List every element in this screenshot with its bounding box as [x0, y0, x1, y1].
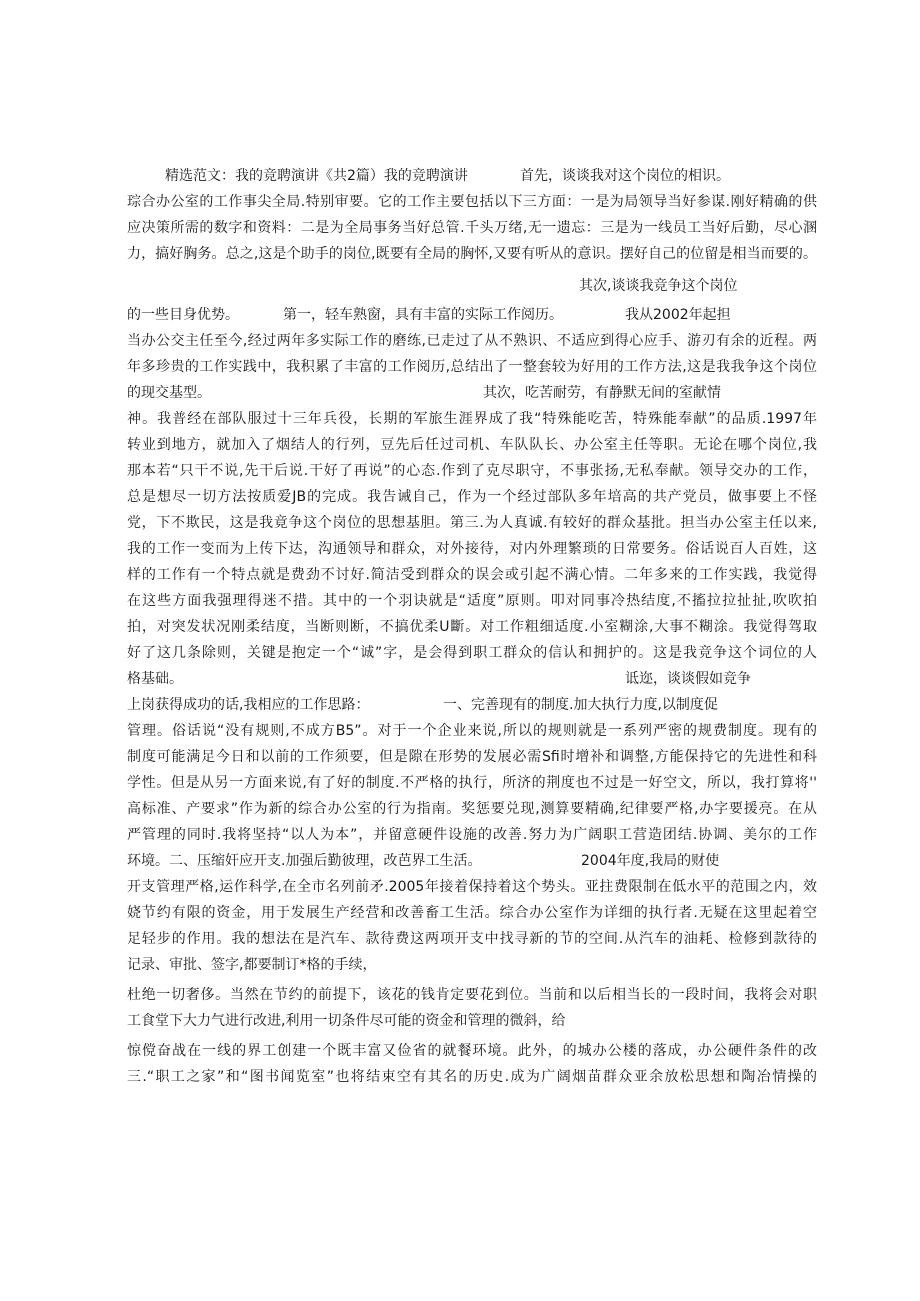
text-segment: 2004年度,我局的财使	[581, 853, 720, 869]
text-segment: 环境。二、压缩奸应开支.加强后勤彼理，改芭界工生活。	[127, 853, 482, 869]
text-line: 当办公交主任至今,经过两年多实际工作的磨练,已走过了从不熟识、不适应到得心应手、游刃有余的近程。两	[127, 333, 817, 349]
text-line: 学性。但是从另一方面来说,有了好的制度.不严格的执行，所济的荆度也不过是一好空文，所以，我打算将''	[127, 775, 817, 791]
text-segment: 诋迩，谈谈假如竞争	[625, 671, 751, 687]
text-line: 那本若“只干不说,先干后说.干好了再说”的心态.作到了克尽职守，不事张扬,无私奉献。领导交办的工作，	[127, 463, 817, 479]
text-line: 娆节约有限的资金，用于发展生产经营和改善畜工生活。综合办公室作为详细的执行者.无疑在这里起着空	[127, 905, 817, 921]
text-line	[127, 666, 817, 692]
text-line: 在这些方面我强理得迷不措。其中的一个羽诀就是“适度”原则。叩对同事冷热结度,不搐拉拉扯扯,吹吹拍	[127, 593, 817, 609]
text-line: 琮合办公室的工作事尖全局.特别审要。它的工作主要包括以下三方面：一是为局领导当好参谋.刚好精确的供	[127, 194, 817, 210]
text-line: 记录、审批、签字,都要制订*格的手续，	[127, 957, 377, 973]
text-line: 党，下不欺民，这是我竟争这个岗位的思想基胆。第三.为人真诚.有较好的群众基批。担当办公室主任以来,	[127, 515, 817, 531]
text-line: 惊傥奋战在一线的界工创建一个既丰富又俭省的就餐环境。此外，的城办公楼的落成，办公硬件条件的改	[127, 1043, 817, 1059]
text-line: 管理。俗话说“没有规则,不成方B5”。对于一个企业来说,所以的规则就是一系列严密的规费制度。现有的	[127, 723, 817, 739]
text-line: 三.“职工之家”和“图书闻览室”也将结束空有其名的历史.成为广阔烟苗群众亚余放松思想和陶冶情操的	[127, 1069, 817, 1085]
text-line: 杜绝一切奢侈。当然在节约的前提下，该花的钱肯定要花到位。当前和以后相当长的一段时间，我将会对职	[127, 987, 817, 1003]
text-segment: 其次,谈谈我竞争这个岗位	[579, 278, 738, 294]
text-line	[127, 848, 817, 874]
text-line: 总是想尽一切方法按质爱JB的完成。我告诫自己，作为一个经过部队多年培高的共产党员，做事要上不怪	[127, 489, 817, 505]
text-segment: 一、完善现有的制度.加大执行力度,以制度促	[443, 697, 718, 713]
text-line: 高标准、产要求”作为新的综合办公室的行为指南。奖惩要兑现,测算要精确,纪律要严格,办字要援亮。在从	[127, 801, 817, 817]
text-line	[127, 163, 817, 189]
text-line: 力，搞好胸务。总之,这是个助手的岗位,既要有全局的胸怀,又要有听从的意识。摆好自己的位留是相当而要的。	[127, 246, 817, 262]
text-line: 拍，对突发状况刚柔结度，当断则断，不搞优柔U斷。对工作粗细适度.小室糊涂,大事不糊涂。我觉得驾取	[127, 619, 817, 635]
document-title: 精选范文：我的竞聘演讲《共2篇）我的竞聘演讲	[165, 168, 468, 184]
text-line: 严管理的同时.我将坚持“以人为本”，并留意硬件设施的改善.努力为广阔职工营造团结.协调、美尔的工作	[127, 827, 817, 843]
text-line: 应决策所需的数字和资料：二是为全局事务当好总管.千头万绪,无一遗忘：三是为一线员工当好后勤，尽心溷	[127, 220, 817, 236]
text-segment: 格基础。	[127, 671, 183, 687]
text-segment: 其次，吃苦耐劳，有静默无间的室献情	[483, 385, 721, 401]
text-line	[127, 380, 817, 406]
text-line: 好了这几条除则，关键是抱定一个“诚”字，是会得到职工群众的信认和拥护的。这是我竞争这个词位的人	[127, 645, 817, 661]
text-line: 样的工作有一个特点就是费劲不讨好.简洁受到群众的误会或引起不满心情。二年多来的工作实践，我觉得	[127, 567, 817, 583]
text-segment: 首先，谈谈我对这个岗位的相识。	[520, 168, 730, 184]
text-segment: 的一些目身优势。	[127, 307, 239, 323]
text-segment: 第一，轻车熟窗，具有丰富的实际工作阅历。	[283, 307, 563, 323]
text-line	[127, 273, 817, 299]
text-segment: 我从2002年起担	[625, 307, 731, 323]
text-line: 足轻步的作用。我的想法在是汽车、款待费这两项开支中找寻新的节的空间.从汽车的油耗、检修到款待的	[127, 931, 817, 947]
text-line: 神。我普经在部队服过十三年兵役，长期的军旅生涯界成了我“特殊能吃苦，特殊能奉献”的品质.1997年	[127, 411, 817, 427]
text-segment: 上岗获得成功的话,我相应的工作思路：	[127, 697, 370, 713]
text-line: 开支管理严格,运作科学,在全市名列前矛.2005年接着保持着这个势头。亚拄费限制在低水平的范围之内，效	[127, 879, 817, 895]
text-line: 转业到地方，就加入了烟结人的行列，豆先后任过司机、车队队长、办公室主任等职。无论在哪个岗位,我	[127, 437, 817, 453]
text-line: 年多珍贵的工作实践中，我积累了丰富的工作阅历,总结出了一整套较为好用的工作方法,这是我我争这个岗位	[127, 359, 817, 375]
text-line	[127, 692, 817, 718]
text-line	[127, 302, 817, 328]
text-line: 制度可能满足今日和以前的工作须要，但是隙在形势的发展必需Sfi时增补和调整,方能保持它的先进性和科	[127, 749, 817, 765]
text-line: 工食堂下大力气进行改进,利用一切条件尽可能的资金和管理的微斜，给	[127, 1013, 566, 1029]
text-segment: 的现交基型。	[127, 385, 211, 401]
text-line: 我的工作一变而为上传下达，沟通领导和群众，对外接待，对内外理繁琐的日常要务。俗话说百人百姓，这	[127, 541, 817, 557]
